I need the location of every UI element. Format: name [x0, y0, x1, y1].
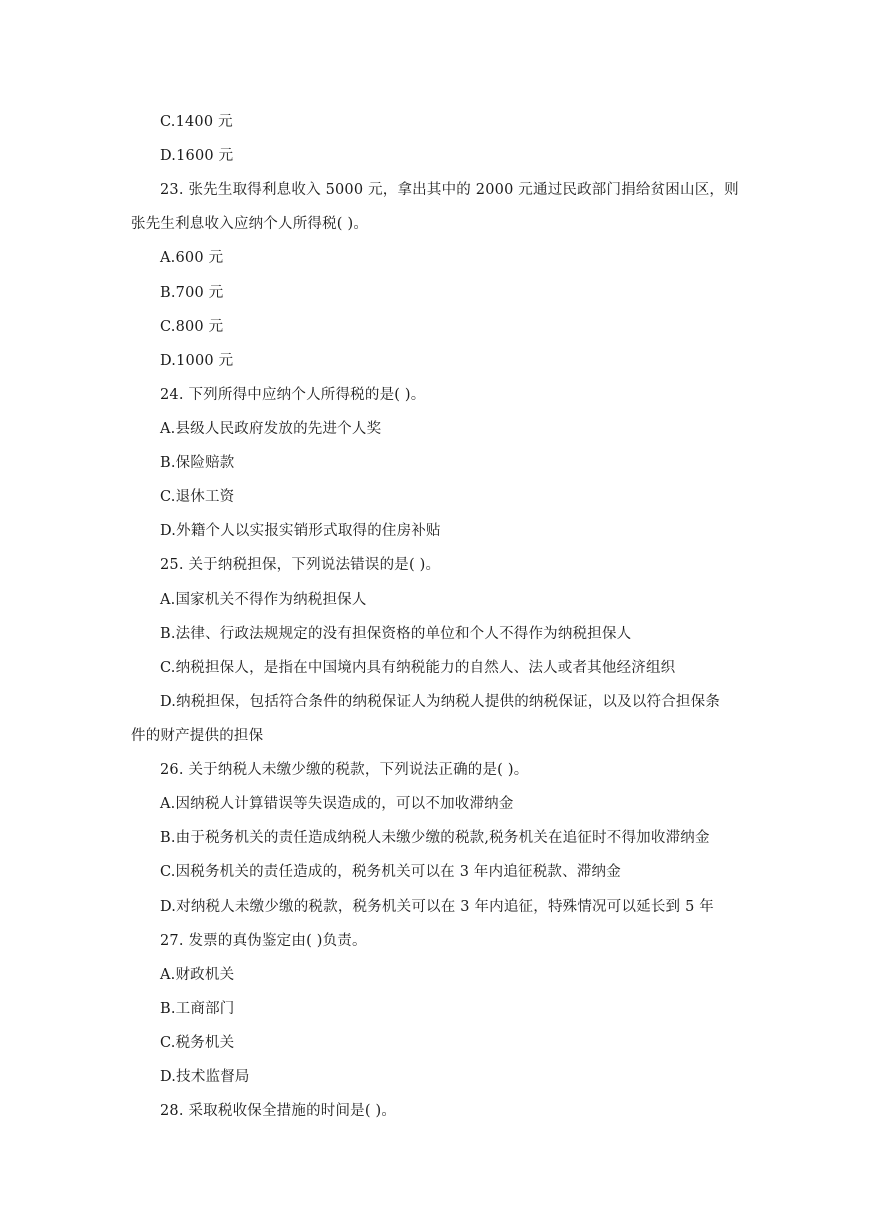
- option-line: B.700 元: [160, 285, 224, 301]
- option-line: B.保险赔款: [160, 455, 235, 471]
- question-continuation: 张先生利息收入应纳个人所得税( )。: [131, 216, 369, 232]
- option-line: C.因税务机关的责任造成的，税务机关可以在 3 年内追征税款、滞纳金: [160, 864, 621, 880]
- question-line: 23. 张先生取得利息收入 5000 元，拿出其中的 2000 元通过民政部门捐给贫困山区，则: [160, 182, 739, 198]
- question-line: 26. 关于纳税人未缴少缴的税款，下列说法正确的是( )。: [160, 762, 529, 778]
- option-line: B.由于税务机关的责任造成纳税人未缴少缴的税款,税务机关在追征时不得加收滞纳金: [160, 830, 710, 846]
- option-line: C.纳税担保人，是指在中国境内具有纳税能力的自然人、法人或者其他经济组织: [160, 660, 676, 676]
- option-line: C.税务机关: [160, 1035, 235, 1051]
- option-line: D.纳税担保，包括符合条件的纳税保证人为纳税人提供的纳税保证，以及以符合担保条: [160, 694, 721, 710]
- option-line: C.800 元: [160, 319, 224, 335]
- question-line: 27. 发票的真伪鉴定由( )负责。: [160, 933, 367, 949]
- option-line: B.工商部门: [160, 1001, 235, 1017]
- option-continuation: 件的财产提供的担保: [131, 728, 264, 744]
- option-line: D.1600 元: [160, 148, 234, 164]
- option-line: C.1400 元: [160, 114, 233, 130]
- option-line: D.技术监督局: [160, 1069, 250, 1085]
- option-line: A.财政机关: [160, 967, 235, 983]
- question-line: 28. 采取税收保全措施的时间是( )。: [160, 1103, 397, 1119]
- option-line: D.1000 元: [160, 353, 234, 369]
- option-line: C.退休工资: [160, 489, 235, 505]
- option-line: D.对纳税人未缴少缴的税款，税务机关可以在 3 年内追征，特殊情况可以延长到 5 年: [160, 899, 715, 915]
- option-line: A.县级人民政府发放的先进个人奖: [160, 421, 382, 437]
- question-line: 25. 关于纳税担保，下列说法错误的是( )。: [160, 557, 441, 573]
- option-line: D.外籍个人以实报实销形式取得的住房补贴: [160, 523, 441, 539]
- option-line: A.600 元: [160, 250, 224, 266]
- option-line: B.法律、行政法规规定的没有担保资格的单位和个人不得作为纳税担保人: [160, 626, 632, 642]
- option-line: A.因纳税人计算错误等失误造成的，可以不加收滞纳金: [160, 796, 514, 812]
- option-line: A.国家机关不得作为纳税担保人: [160, 592, 367, 608]
- question-line: 24. 下列所得中应纳个人所得税的是( )。: [160, 387, 426, 403]
